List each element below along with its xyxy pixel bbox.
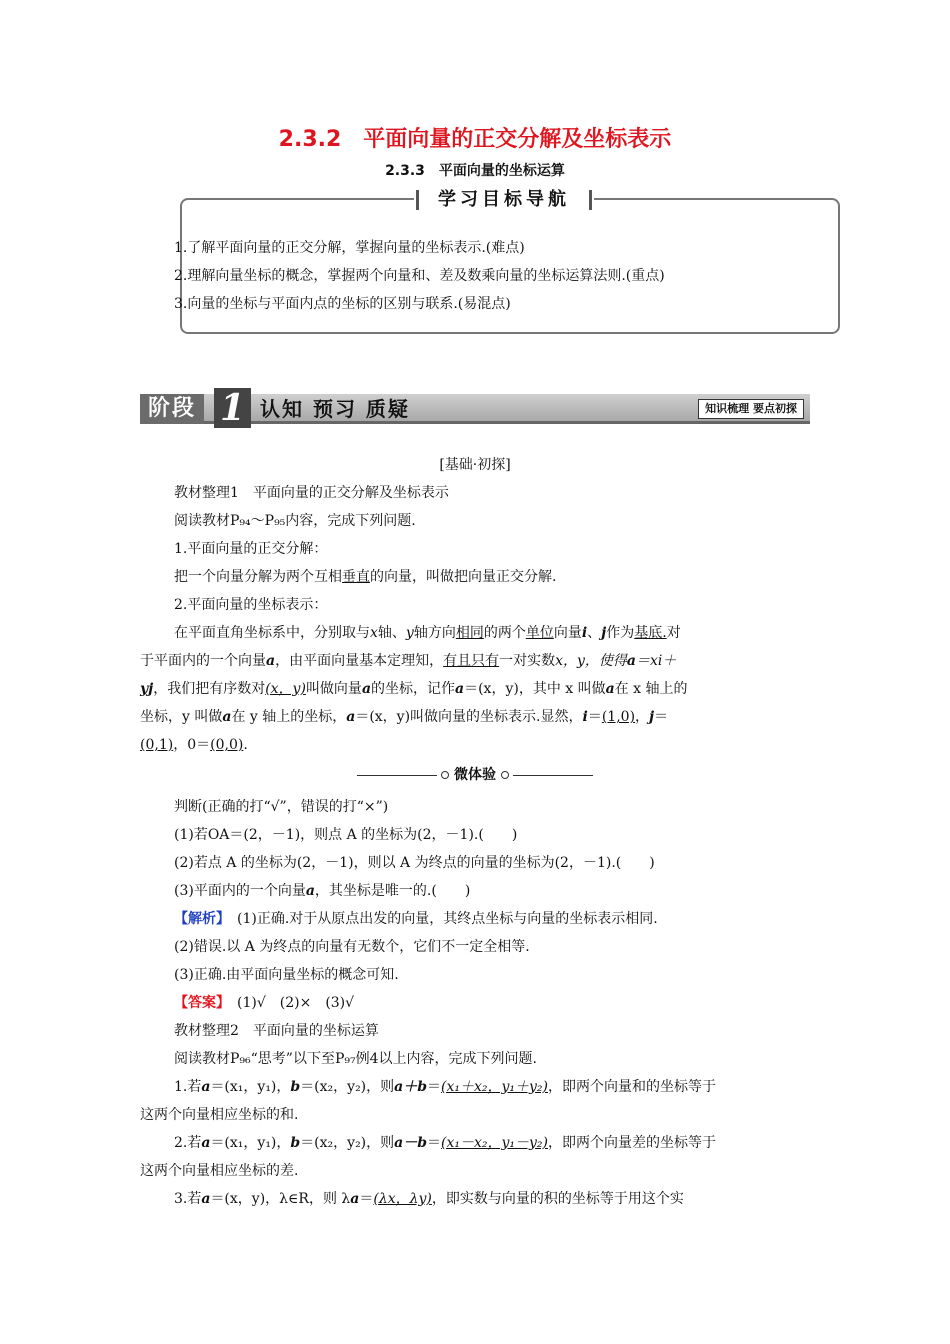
dot-icon — [441, 771, 449, 779]
stage-tag: 知识梳理 要点初探 — [698, 399, 804, 419]
page-subtitle: 2.3.3 平面向量的坐标运算 — [385, 163, 565, 179]
reading-instruction: 阅读教材P₉₆“思考”以下至P₉₇例4以上内容，完成下列问题. — [174, 1051, 537, 1067]
question-item: (1)若OA＝(2，－1)，则点 A 的坐标为(2，－1).( ) — [174, 827, 518, 843]
question-item: (3)平面内的一个向量a，其坐标是唯一的.( ) — [174, 883, 471, 899]
section-heading: 教材整理1 平面向量的正交分解及坐标表示 — [174, 485, 449, 501]
goal-item: 2.理解向量坐标的概念，掌握两个向量和、差及数乘向量的坐标运算法则.(重点) — [174, 268, 665, 284]
divider — [513, 775, 593, 776]
learning-goals-heading: 学习目标导航 — [414, 186, 594, 214]
reading-instruction: 阅读教材P₉₄～P₉₅内容，完成下列问题. — [174, 513, 416, 529]
stage-label: 阶段 — [140, 394, 204, 424]
question-item: (2)若点 A 的坐标为(2，－1)，则以 A 为终点的向量的坐标为(2，－1).( ) — [174, 855, 655, 871]
judge-instruction: 判断(正确的打“√”，错误的打“×”) — [174, 799, 389, 815]
paragraph: 于平面内的一个向量a，由平面向量基本定理知，有且只有一对实数x，y，使得a＝xi＋ — [140, 653, 677, 669]
micro-experience-heading: 微体验 — [0, 764, 950, 784]
point-heading: 1.平面向量的正交分解： — [174, 541, 328, 557]
paragraph: (0,1)，0＝(0,0). — [140, 737, 248, 753]
analysis: 【解析】 (1)正确.对于从原点出发的向量，其终点坐标与向量的坐标表示相同. — [174, 911, 658, 927]
page-title: 2.3.2 平面向量的正交分解及坐标表示 — [278, 127, 672, 152]
basics-heading: [基础·初探] — [439, 457, 511, 473]
stage-name: 认知 预习 质疑 — [260, 397, 410, 421]
section-heading: 教材整理2 平面向量的坐标运算 — [174, 1023, 379, 1039]
analysis-line: (3)正确.由平面向量坐标的概念可知. — [174, 967, 399, 983]
paragraph: 这两个向量相应坐标的和. — [140, 1107, 299, 1123]
answer: 【答案】 (1)√ (2)× (3)√ — [174, 995, 355, 1011]
paragraph: 3.若a＝(x，y)，λ∈R，则 λa＝(λx，λy)，即实数与向量的积的坐标等于用这个实 — [174, 1191, 684, 1207]
stage-number: 1 — [214, 388, 251, 428]
divider — [357, 775, 437, 776]
analysis-line: (2)错误.以 A 为终点的向量有无数个，它们不一定全相等. — [174, 939, 530, 955]
paragraph: yj，我们把有序数对(x，y)叫做向量a的坐标，记作a＝(x，y)，其中 x 叫做a在 x 轴上的 — [140, 681, 688, 697]
paragraph: 这两个向量相应坐标的差. — [140, 1163, 299, 1179]
paragraph: 2.若a＝(x₁，y₁)，b＝(x₂，y₂)，则a－b＝(x₁－x₂，y₁－y₂)，即两个向量差的坐标等于 — [174, 1135, 716, 1151]
goal-item: 1.了解平面向量的正交分解，掌握向量的坐标表示.(难点) — [174, 240, 525, 256]
stage-banner — [140, 387, 810, 429]
paragraph: 在平面直角坐标系中，分别取与x轴、y轴方向相同的两个单位向量i、j作为基底.对 — [174, 625, 681, 641]
goal-item: 3.向量的坐标与平面内点的坐标的区别与联系.(易混点) — [174, 296, 511, 312]
point-heading: 2.平面向量的坐标表示： — [174, 597, 328, 613]
paragraph: 1.若a＝(x₁，y₁)，b＝(x₂，y₂)，则a＋b＝(x₁＋x₂，y₁＋y₂)，即两个向量和的坐标等于 — [174, 1079, 716, 1095]
paragraph: 坐标，y 叫做a在 y 轴上的坐标，a＝(x，y)叫做向量的坐标表示.显然，i＝(1,0)，j＝ — [140, 709, 669, 725]
dot-icon — [501, 771, 509, 779]
paragraph: 把一个向量分解为两个互相垂直的向量，叫做把向量正交分解. — [174, 569, 557, 585]
